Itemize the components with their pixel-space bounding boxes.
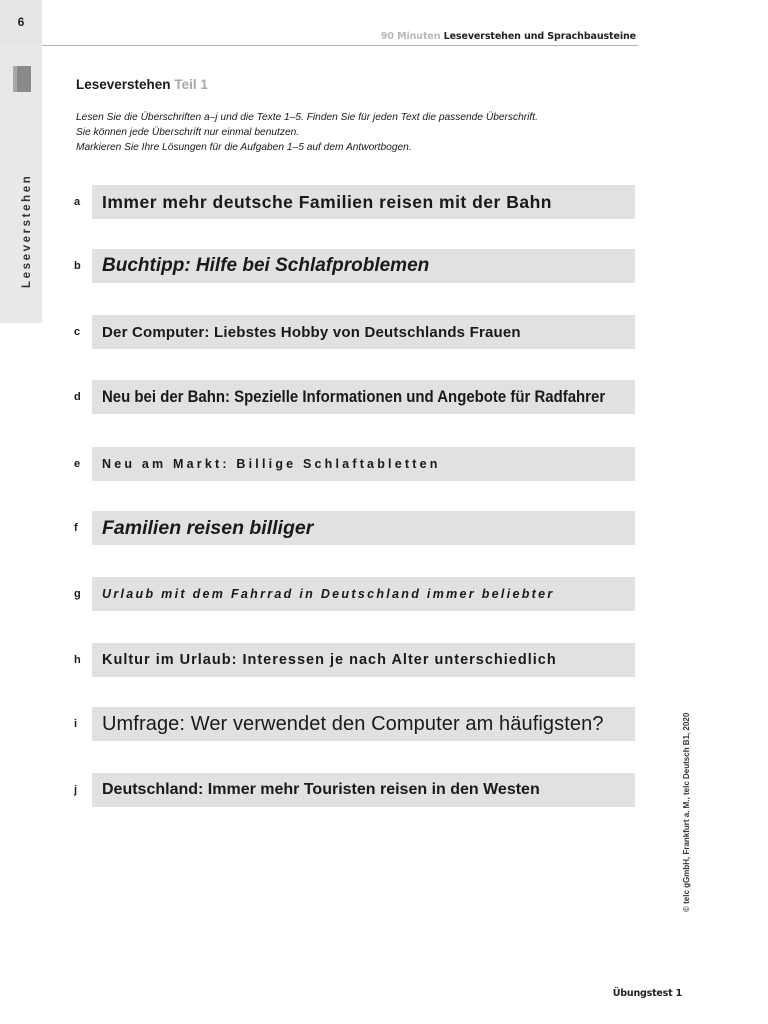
- headline-letter: j: [74, 784, 78, 796]
- headline-bar: [92, 511, 635, 545]
- headline-i: [74, 707, 636, 741]
- headline-bar: [92, 447, 635, 481]
- instruction-line: Lesen Sie die Überschriften a–j und die Texte 1–5. Finden Sie für jeden Text die passende Überschrift.: [76, 112, 538, 123]
- headline-bar: [92, 249, 635, 283]
- instruction-line: Sie können jede Überschrift nur einmal benutzen.: [76, 127, 300, 138]
- headline-bar: [92, 643, 635, 677]
- headline-e: [74, 447, 636, 481]
- headline-text: Der Computer: Liebstes Hobby von Deutschlands Frauen: [102, 323, 521, 341]
- headline-text: Buchtipp: Hilfe bei Schlafproblemen: [102, 255, 430, 276]
- headline-f: [74, 511, 636, 545]
- section-title: [76, 77, 208, 92]
- headline-text: Kultur im Urlaub: Interessen je nach Alter unterschiedlich: [102, 652, 557, 668]
- instruction-line: Markieren Sie Ihre Lösungen für die Aufgaben 1–5 auf dem Antwortbogen.: [76, 142, 412, 153]
- headline-letter: i: [74, 718, 78, 730]
- headline-text: Immer mehr deutsche Familien reisen mit der Bahn: [102, 191, 552, 212]
- headline-a: [74, 185, 636, 219]
- headline-j: [74, 773, 636, 807]
- headline-letter: b: [74, 260, 81, 272]
- headline-c: [74, 315, 636, 349]
- headline-letter: g: [74, 588, 81, 600]
- copyright-notice: © telc gGmbH, Frankfurt a. M., telc Deutsch B1, 2020: [682, 712, 691, 912]
- headline-text: Familien reisen billiger: [102, 516, 314, 539]
- headline-bar: [92, 773, 635, 807]
- footer-label: Übungstest 1: [612, 988, 682, 999]
- headline-letter: f: [74, 522, 78, 534]
- headline-text: Umfrage: Wer verwendet den Computer am häufigsten?: [102, 712, 604, 735]
- header-prefix: 90 Minuten: [380, 31, 441, 42]
- section-marker-icon: [13, 66, 31, 92]
- headline-g: [74, 577, 636, 611]
- headline-bar: [92, 577, 635, 611]
- section-title-main: Leseverstehen: [76, 77, 171, 92]
- headline-bar: [92, 185, 635, 219]
- page-number: [0, 0, 42, 44]
- headline-letter: c: [74, 326, 81, 338]
- headline-letter: a: [74, 196, 81, 208]
- header-divider: [42, 45, 638, 46]
- page-number-text: 6: [17, 15, 25, 29]
- headline-text: Urlaub mit dem Fahrrad in Deutschland immer beliebter: [102, 587, 555, 601]
- side-tab-label: Leseverstehen: [21, 173, 33, 288]
- headline-letter: e: [74, 458, 81, 470]
- headline-h: [74, 643, 636, 677]
- section-part: Teil 1: [174, 77, 208, 92]
- headline-letter: d: [74, 391, 81, 403]
- instructions: [76, 110, 538, 155]
- header-title: Leseverstehen und Sprachbausteine: [443, 31, 636, 42]
- headline-text: Deutschland: Immer mehr Touristen reisen in den Westen: [102, 781, 540, 798]
- headline-b: [74, 249, 636, 283]
- side-tab: [0, 44, 42, 323]
- headline-bar: [92, 380, 635, 414]
- running-header: [381, 31, 636, 42]
- headline-bar: [92, 707, 635, 741]
- headline-d: [74, 380, 636, 414]
- headline-text: Neu bei der Bahn: Spezielle Informationen und Angebote für Radfahrer: [102, 387, 606, 406]
- headline-letter: h: [74, 654, 81, 666]
- headline-text: Neu am Markt: Billige Schlaftabletten: [102, 457, 441, 471]
- headline-bar: [92, 315, 635, 349]
